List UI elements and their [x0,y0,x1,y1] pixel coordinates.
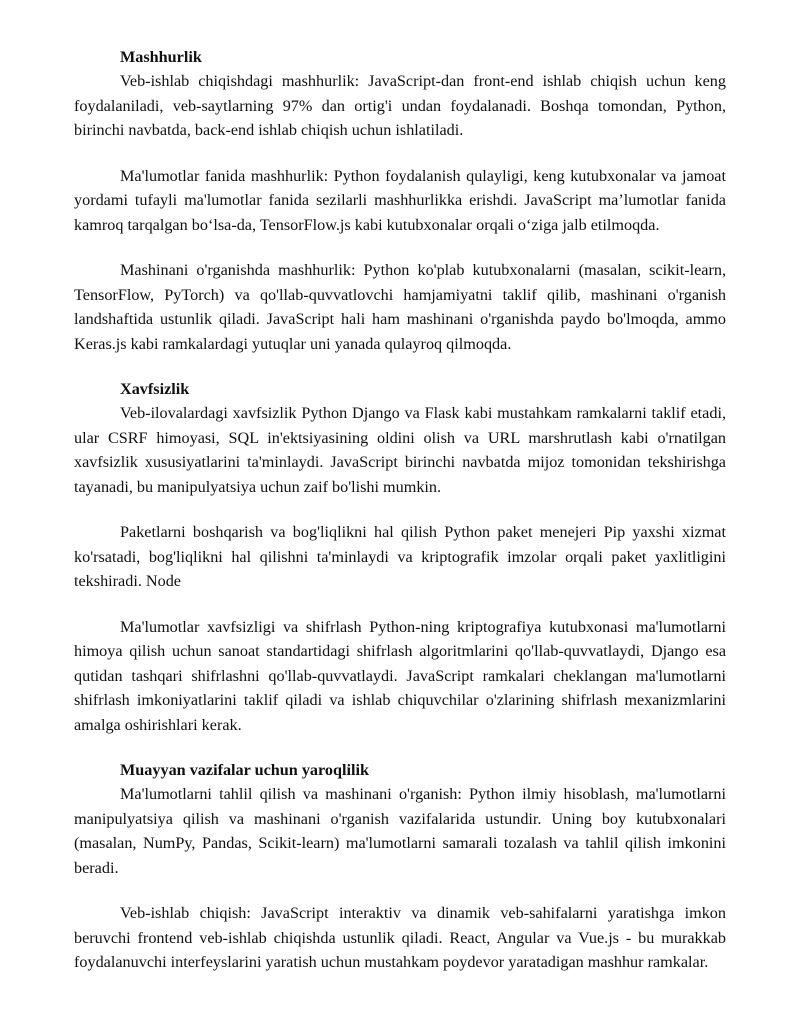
section-heading: Mashhurlik [120,48,202,66]
document-page [74,45,726,996]
section-yaroqlilik [74,758,726,975]
section-heading: Muayyan vazifalar uchun yaroqlilik [120,761,370,779]
paragraph: Veb-ishlab chiqishdagi mashhurlik: JavaScript-dan front-end ishlab chiqish uchun keng foydalaniladi, veb-saytlarning 97% dan ortig'i undan foydalanadi. Boshqa tomondan, Python, birinchi navbatda, back-end ishlab chiqish uchun ishlatiladi. [74,72,726,139]
paragraph: Veb-ishlab chiqish: JavaScript interaktiv va dinamik veb-sahifalarni yaratishga imkon beruvchi frontend veb-ishlab chiqishda ustunlik qiladi. React, Angular va Vue.js - bu murakkab foydalanuvchi interfeyslarini yaratish uchun mustahkam poydevor yaratadigan mashhur ramkalar. [74,904,726,971]
paragraph: Paketlarni boshqarish va bog'liqlikni hal qilish Python paket menejeri Pip yaxshi xizmat ko'rsatadi, bog'liqlikni hal qilishni ta'minlaydi va kriptografik imzolar orqali paket yaxlitligini tekshiradi. Node [74,523,726,590]
paragraph: Mashinani o'rganishda mashhurlik: Python ko'plab kutubxonalarni (masalan, scikit-learn, TensorFlow, PyTorch) va qo'llab-quvvatlovchi hamjamiyatni taklif qilib, mashinani o'rganish landshaftida ustunlik qiladi. JavaScript hali ham mashinani o'rganishda paydo bo'lmoqda, ammo Keras.js kabi ramkalardagi yutuqlar uni yanada qulayroq qilmoqda. [74,261,726,353]
paragraph: Ma'lumotlarni tahlil qilish va mashinani o'rganish: Python ilmiy hisoblash, ma'lumotlarni manipulyatsiya qilish va mashinani o'rganish vazifalarida ustundir. Uning boy kutubxonalari (masalan, NumPy, Pandas, Scikit-learn) ma'lumotlarni samarali tozalash va tahlil qilish imkonini beradi. [74,785,726,877]
section-xavfsizlik [74,377,726,737]
section-mashhurlik [74,45,726,356]
paragraph: Ma'lumotlar fanida mashhurlik: Python foydalanish qulayligi, keng kutubxonalar va jamoat yordami tufayli ma'lumotlar fanida sezilarli mashhurlikka erishdi. JavaScript ma’lumotlar fanida kamroq tarqalgan bo‘lsa-da, TensorFlow.js kabi kutubxonalar orqali o‘ziga jalb etilmoqda. [74,166,726,234]
section-heading: Xavfsizlik [120,380,190,398]
paragraph: Ma'lumotlar xavfsizligi va shifrlash Python-ning kriptografiya kutubxonasi ma'lumotlarni himoya qilish uchun sanoat standartidagi shifrlash algoritmlarini qo'llab-quvvatlaydi, Django esa qutidan tashqari shifrlashni qo'llab-quvvatlaydi. JavaScript ramkalari cheklangan ma'lumotlarni shifrlash imkoniyatlarini taklif qiladi va ishlab chiquvchilar o'zlarining shifrlash mexanizmlarini amalga oshirishlari kerak. [74,617,726,734]
paragraph: Veb-ilovalardagi xavfsizlik Python Django va Flask kabi mustahkam ramkalarni taklif etadi, ular CSRF himoyasi, SQL in'ektsiyasining oldini olish va URL marshrutlash kabi o'rnatilgan xavfsizlik xususiyatlarini ta'minlaydi. JavaScript birinchi navbatda mijoz tomonidan tekshirishga tayanadi, bu manipulyatsiya uchun zaif bo'lishi mumkin. [74,404,726,496]
